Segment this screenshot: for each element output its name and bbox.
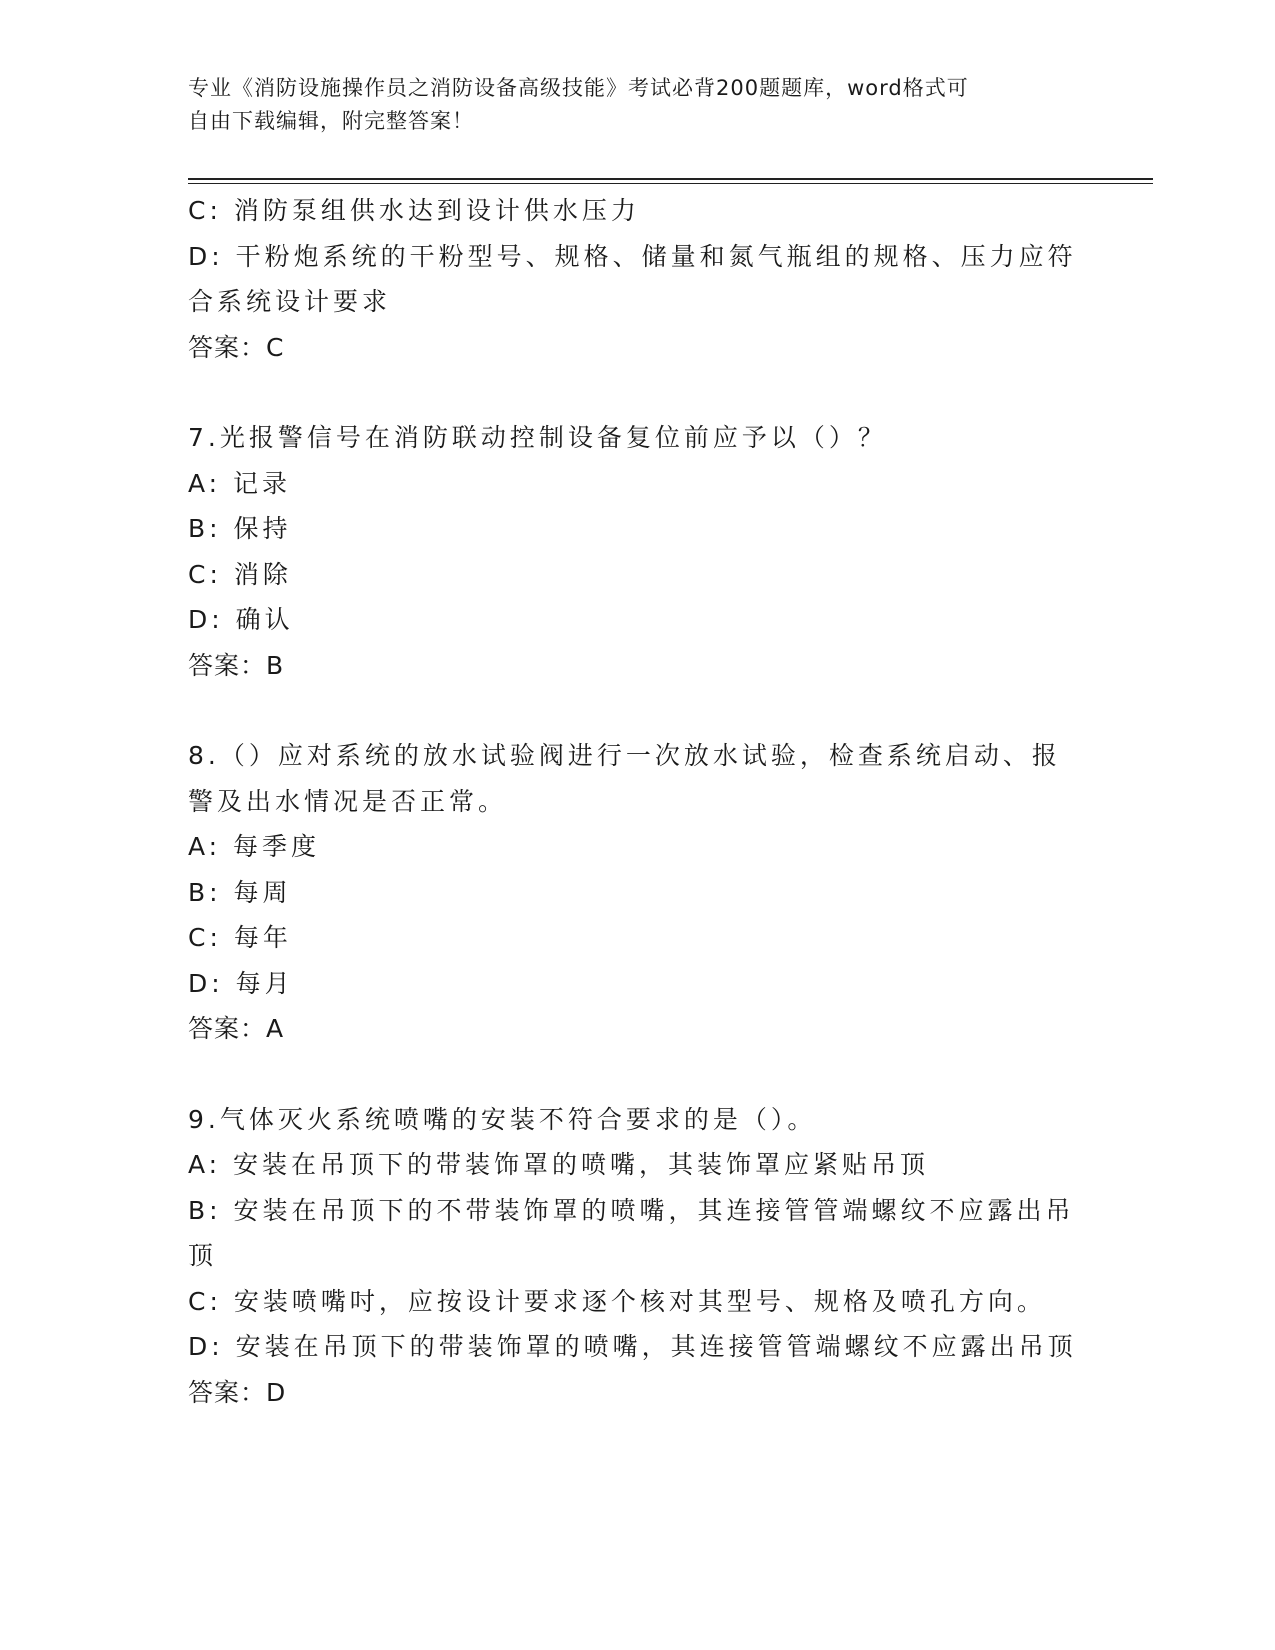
option-c: C: 安装喷嘴吋，应按设计要求逐个核对其型号、规格及喷孔方向。 <box>188 1286 1046 1316</box>
option-d-continued: 合系统设计要求 <box>188 287 392 316</box>
option-d: D: 安装在吊顶下的带装饰罩的喷嘴，其连接管管端螺纹不应露出吊顶 <box>188 1332 1077 1361</box>
question-6-continuation <box>188 188 1088 370</box>
header-divider-thick <box>188 178 1153 180</box>
option-d: D: 确认 <box>188 605 294 634</box>
option-c: C: 每年 <box>188 923 292 952</box>
option-c: C: 消除 <box>188 559 292 589</box>
option-a: A: 安装在吊顶下的带装饰罩的喷嘴，其装饰罩应紧贴吊顶 <box>188 1150 930 1179</box>
page-header <box>188 72 1068 138</box>
answer: 答案：A <box>188 1014 285 1043</box>
header-line-1: 专业《消防设施操作员之消防设备高级技能》考试必背200题题库，word格式可 <box>188 76 969 100</box>
question-stem: 7.光报警信号在消防联动控制设备复位前应予以（）？ <box>188 423 887 452</box>
option-d: D: 每月 <box>188 968 294 998</box>
header-line-2: 自由下载编辑，附完整答案！ <box>188 109 474 133</box>
option-b: B: 每周 <box>188 877 292 907</box>
question-7 <box>188 415 1088 688</box>
question-stem: 8.（）应对系统的放水试验阀进行一次放水试验，检查系统启动、报 <box>188 741 1061 770</box>
option-b-continued: 顶 <box>188 1241 218 1270</box>
option-b: B: 安装在吊顶下的不带装饰罩的喷嘴，其连接管管端螺纹不应露出吊 <box>188 1195 1075 1225</box>
question-8 <box>188 733 1088 1052</box>
option-a: A: 每季度 <box>188 832 321 861</box>
question-9 <box>188 1097 1088 1416</box>
question-stem: 9.气体灭火系统喷嘴的安装不符合要求的是（）。 <box>188 1104 817 1134</box>
spacer <box>188 688 1088 733</box>
option-c: C: 消防泵组供水达到设计供水压力 <box>188 196 640 225</box>
spacer <box>188 1052 1088 1097</box>
question-content <box>188 188 1088 1415</box>
option-a: A: 记录 <box>188 468 292 498</box>
answer: 答案：D <box>188 1377 287 1407</box>
answer: 答案：B <box>188 650 285 680</box>
option-b: B: 保持 <box>188 514 292 543</box>
spacer <box>188 370 1088 415</box>
answer: 答案：C <box>188 332 285 362</box>
question-stem-continued: 警及出水情况是否正常。 <box>188 786 508 816</box>
header-divider-thin <box>188 183 1153 184</box>
option-d: D: 干粉炮系统的干粉型号、规格、储量和氮气瓶组的规格、压力应符 <box>188 241 1077 271</box>
